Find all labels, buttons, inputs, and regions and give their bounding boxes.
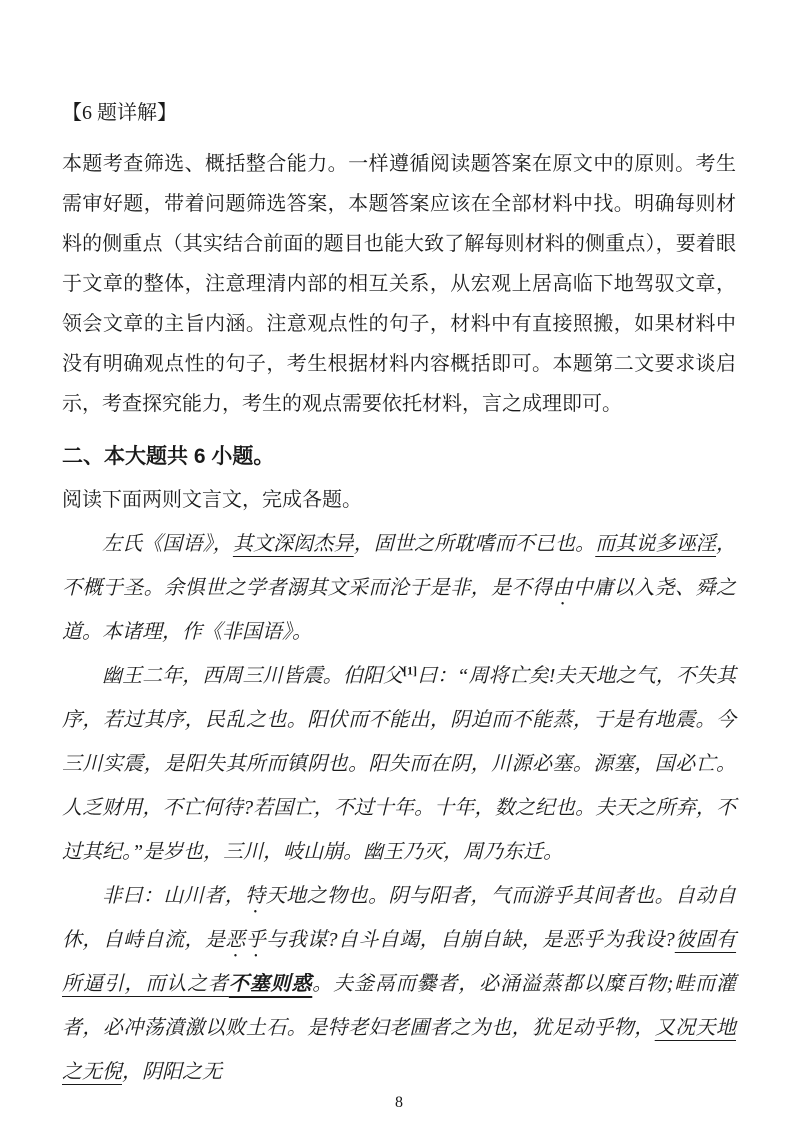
passage-text: ，不概于圣。余惧世之学者溺其文采而沦于是非，是不得 [62,533,737,599]
emphasis-dot-word: 由 [552,577,573,599]
emphasis-dot-word: 恶乎 [225,929,267,951]
underlined-phrase: 彼固有所逼引，而认之者 [62,929,737,995]
underlined-bold-phrase: 不塞则惑 [228,973,313,995]
passage-text: 天地之物也。阴与阳者，气而游乎其间者也。自动自休，自峙自流，是 [62,885,737,951]
passage-text: 中庸以入尧、舜之道。本诸理，作《非国语》。 [62,577,736,643]
passage-text: 。夫釜鬲而爨者，必涌溢蒸都以糜百物;畦而灌者，必冲荡濆激以败土石。是特老妇老圃者之为也，犹足动乎物， [62,973,737,1039]
passage-text: 与我谋?自斗自竭，自崩自缺，是恶乎为我设? [266,929,675,951]
passage-text: 左氏《国语》， [102,533,233,555]
classical-passage-1 [62,522,736,654]
page-number: 8 [395,1094,403,1111]
classical-passage-2 [62,654,736,874]
reading-instruction: 阅读下面两则文言文，完成各题。 [62,489,362,511]
passage-text: ，阴阳之无 [122,1061,222,1083]
passage-text: 曰：“周将亡矣!夫天地之气，不失其序，若过其序，民乱之也。阳伏而不能出，阴迫而不能蒸，于是有地震。今三川实震，是阳失其所而镇阴也。阳失而在阴，川源必塞。源塞，国必亡。人乏财用，不亡何待?若国亡，不过十年。十年，数之纪也。夫天之所弃，不过其纪。”是岁也，三川，岐山崩。幽王乃灭，周乃东迁。 [62,665,737,863]
underlined-phrase: 其文深闳杰异 [232,533,354,555]
emphasis-dot-word: 特 [245,885,266,907]
answer-detail-heading: 【6 题详解】 [62,102,177,124]
footnote-marker: [1] [403,663,418,678]
classical-passage-3 [62,874,736,1094]
passage-text: 幽王二年，西周三川皆震。伯阳父 [102,665,404,687]
underlined-phrase: 又况天地之无倪 [62,1017,736,1083]
section-heading: 二、本大题共 6 小题。 [62,445,275,468]
passage-text: ，固世之所耽嗜而不已也。 [353,533,596,555]
answer-explanation-paragraph: 本题考查筛选、概括整合能力。一样遵循阅读题答案在原文中的原则。考生需审好题，带着问题筛选答案，本题答案应该在全部材料中找。明确每则材料的侧重点（其实结合前面的题目也能大致了解每则材料的侧重点），要着眼于文章的整体，注意理清内部的相互关系，从宏观上居高临下地驾驭文章，领会文章的主旨内涵。注意观点性的句子，材料中有直接照搬，如果材料中没有明确观点性的句子，考生根据材料内容概括即可。本题第二文要求谈启示，考查探究能力，考生的观点需要依托材料，言之成理即可。 [62,153,736,415]
passage-text: 非曰：山川者， [102,885,246,907]
underlined-phrase: 而其说多诬淫 [595,533,717,555]
